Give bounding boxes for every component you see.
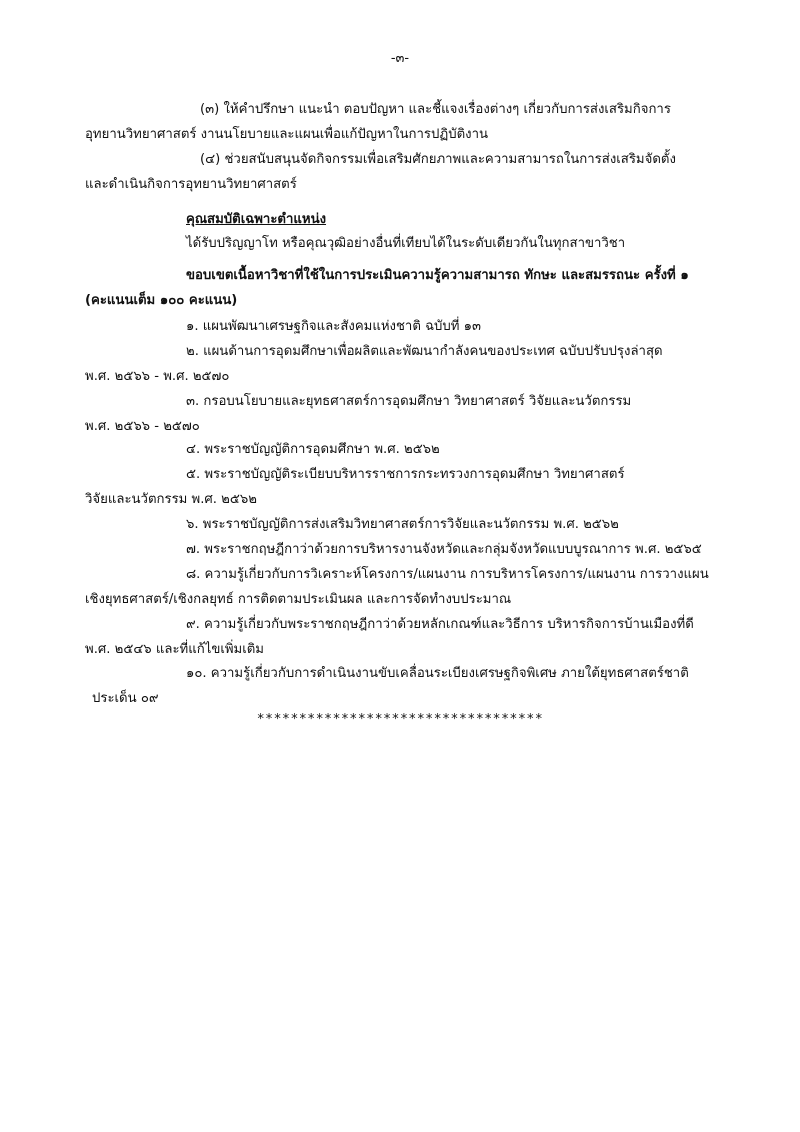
duty-item-3-line-1: (๓) ให้คำปรึกษา แนะนำ ตอบปัญหา และชี้แจงเรื่องต่างๆ เกี่ยวกับการส่งเสริมกิจการ bbox=[200, 102, 671, 117]
scope-item-10-line-1: ๑๐. ความรู้เกี่ยวกับการดำเนินงานขับเคลื่อนระเบียงเศรษฐกิจพิเศษ ภายใต้ยุทธศาสตร์ชาติ bbox=[186, 666, 689, 681]
scope-item-5-line-2: วิจัยและนวัตกรรม พ.ศ. ๒๕๖๒ bbox=[85, 492, 257, 507]
duty-item-4-line-1: (๔) ช่วยสนับสนุนจัดกิจกรรมเพื่อเสริมศักยภาพและความสามารถในการส่งเสริมจัดตั้ง bbox=[200, 152, 676, 167]
duty-item-4-line-2: และดำเนินกิจการอุทยานวิทยาศาสตร์ bbox=[85, 177, 297, 192]
scope-item-5-line-1: ๕. พระราชบัญญัติระเบียบบริหารราชการกระทรวงการอุดมศึกษา วิทยาศาสตร์ bbox=[186, 467, 625, 482]
end-separator: ********************************** bbox=[256, 712, 544, 727]
scope-item-9-line-2: พ.ศ. ๒๕๔๖ และที่แก้ไขเพิ่มเติม bbox=[85, 642, 265, 657]
scope-item-2-line-1: ๒. แผนด้านการอุดมศึกษาเพื่อผลิตและพัฒนากำลังคนของประเทศ ฉบับปรับปรุงล่าสุด bbox=[186, 344, 663, 359]
scope-item-10-line-2: ประเด็น ๐๙ bbox=[92, 691, 159, 706]
scope-item-3-line-1: ๓. กรอบนโยบายและยุทธศาสตร์การอุดมศึกษา วิทยาศาสตร์ วิจัยและนวัตกรรม bbox=[186, 394, 632, 409]
scope-item-1: ๑. แผนพัฒนาเศรษฐกิจและสังคมแห่งชาติ ฉบับที่ ๑๓ bbox=[186, 319, 482, 334]
scope-item-7: ๗. พระราชกฤษฎีกาว่าด้วยการบริหารงานจังหวัดและกลุ่มจังหวัดแบบบูรณาการ พ.ศ. ๒๕๖๕ bbox=[186, 542, 702, 557]
page-number: -๓- bbox=[390, 51, 410, 66]
scope-item-4: ๔. พระราชบัญญัติการอุดมศึกษา พ.ศ. ๒๕๖๒ bbox=[186, 442, 440, 457]
scope-item-6: ๖. พระราชบัญญัติการส่งเสริมวิทยาศาสตร์การวิจัยและนวัตกรรม พ.ศ. ๒๕๖๒ bbox=[186, 517, 619, 532]
qualification-text: ได้รับปริญญาโท หรือคุณวุฒิอย่างอื่นที่เทียบได้ในระดับเดียวกันในทุกสาขาวิชา bbox=[186, 236, 626, 251]
qualification-heading: คุณสมบัติเฉพาะตำแหน่ง bbox=[186, 212, 327, 227]
scope-heading-line-1: ขอบเขตเนื้อหาวิชาที่ใช้ในการประเมินความรู้ความสามารถ ทักษะ และสมรรถนะ ครั้งที่ ๑ bbox=[186, 268, 689, 283]
scope-item-8-line-2: เชิงยุทธศาสตร์/เชิงกลยุทธ์ การติดตามประเมินผล และการจัดทำงบประมาณ bbox=[85, 592, 512, 607]
duty-item-3-line-2: อุทยานวิทยาศาสตร์ งานนโยบายและแผนเพื่อแก้ปัญหาในการปฏิบัติงาน bbox=[85, 127, 489, 142]
scope-item-9-line-1: ๙. ความรู้เกี่ยวกับพระราชกฤษฎีกาว่าด้วยหลักเกณฑ์และวิธีการ บริหารกิจการบ้านเมืองที่ดี bbox=[186, 617, 694, 632]
scope-item-2-line-2: พ.ศ. ๒๕๖๖ - พ.ศ. ๒๕๗๐ bbox=[85, 369, 230, 384]
scope-heading-line-2: (คะแนนเต็ม ๑๐๐ คะแนน) bbox=[85, 293, 238, 308]
scope-item-3-line-2: พ.ศ. ๒๕๖๖ - ๒๕๗๐ bbox=[85, 419, 200, 434]
scope-item-8-line-1: ๘. ความรู้เกี่ยวกับการวิเคราะห์โครงการ/แผนงาน การบริหารโครงการ/แผนงาน การวางแผน bbox=[186, 567, 709, 582]
